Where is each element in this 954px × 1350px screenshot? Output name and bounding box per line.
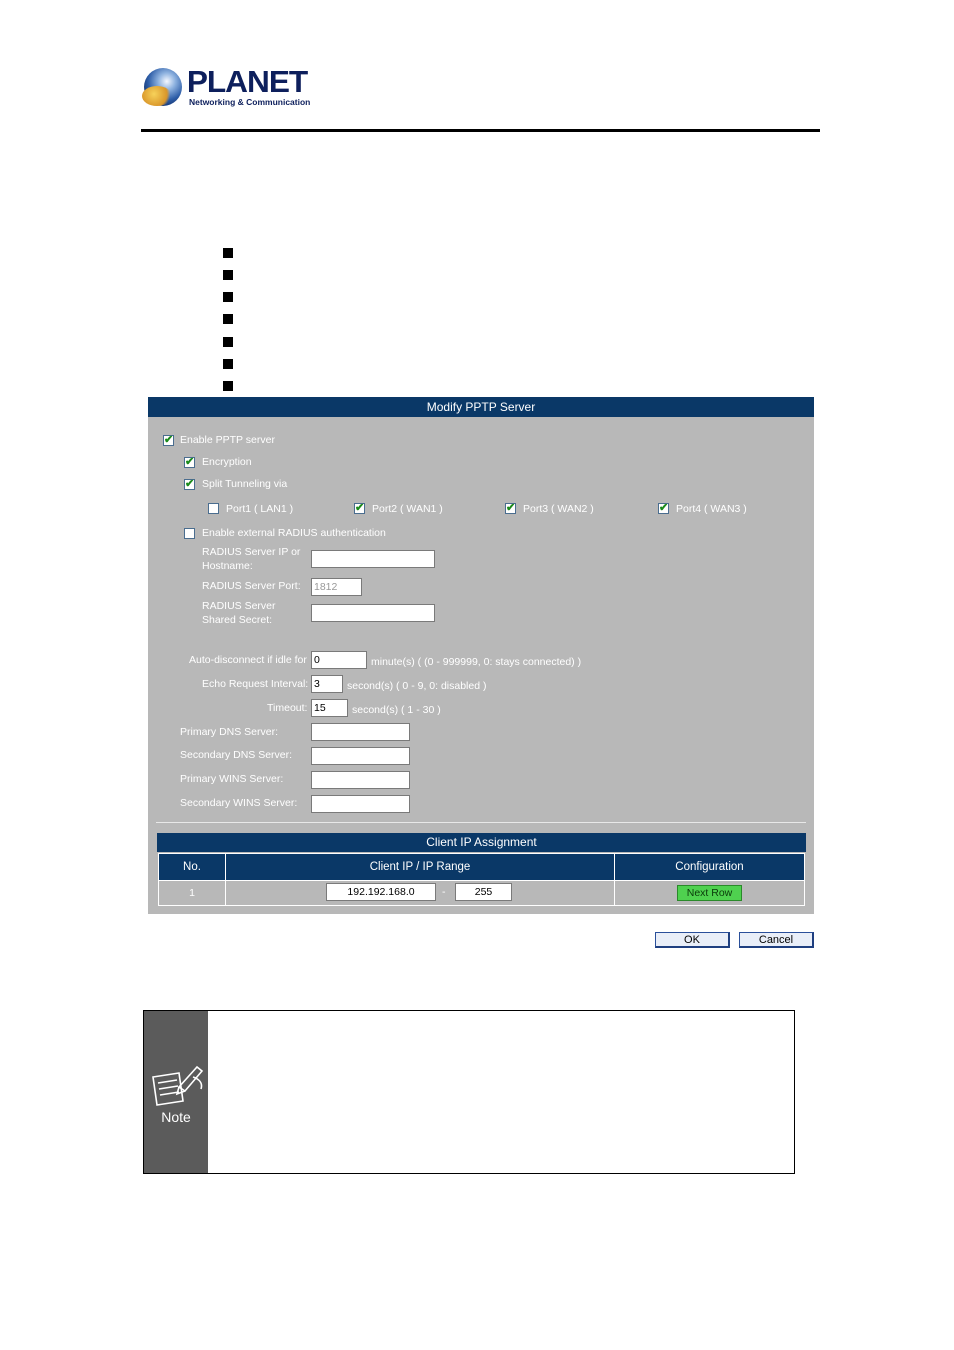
note-box — [143, 1010, 795, 1174]
ok-button[interactable]: OK — [655, 932, 730, 948]
logo-tagline: Networking & Communication — [189, 97, 311, 107]
port2-checkbox[interactable]: ✔ — [355, 502, 365, 514]
radius-secret-label: RADIUS Server — [202, 600, 276, 612]
bullet-icon — [223, 359, 233, 369]
split-tunneling-label: Split Tunneling via — [202, 478, 288, 490]
ip-start-input[interactable]: 192.192.168.0 — [326, 883, 436, 901]
port3-label: Port3 ( WAN2 ) — [523, 503, 594, 515]
port2-label: Port2 ( WAN1 ) — [372, 503, 443, 515]
planet-logo — [142, 66, 312, 112]
secondary-dns-input[interactable] — [311, 747, 410, 765]
encryption-label: Encryption — [202, 456, 252, 468]
port4-checkbox[interactable]: ✔ — [659, 502, 669, 514]
bullet-icon — [223, 337, 233, 347]
logo-brand: PLANET — [186, 64, 308, 99]
bullet-icon — [223, 270, 233, 280]
row-number: 1 — [159, 881, 226, 906]
ip-range-dash: - — [442, 886, 446, 898]
secondary-dns-label: Secondary DNS Server: — [180, 749, 293, 761]
encryption-checkbox[interactable]: ✔ — [185, 456, 195, 468]
panel-title: Modify PPTP Server — [148, 397, 814, 417]
echo-interval-input[interactable]: 3 — [311, 675, 343, 693]
primary-dns-input[interactable] — [311, 723, 410, 741]
port4-label: Port4 ( WAN3 ) — [676, 503, 747, 515]
timeout-input[interactable]: 15 — [311, 699, 348, 717]
ip-range-cell — [226, 881, 615, 906]
note-sidebar — [144, 1011, 208, 1173]
enable-pptp-label: Enable PPTP server — [180, 434, 275, 446]
radius-port-input[interactable]: 1812 — [311, 578, 362, 596]
auto-disconnect-input[interactable]: 0 — [311, 651, 367, 669]
modify-pptp-server-panel — [148, 397, 814, 914]
radius-server-ip-label: RADIUS Server IP or — [202, 546, 301, 558]
timeout-label: Timeout: — [267, 702, 308, 714]
radius-server-ip-label-2: Hostname: — [202, 560, 253, 572]
section-divider — [156, 822, 806, 823]
port1-checkbox[interactable] — [208, 503, 219, 514]
note-label: Note — [161, 1109, 191, 1125]
bullet-icon — [223, 314, 233, 324]
radius-server-ip-input[interactable] — [311, 550, 435, 568]
echo-interval-label: Echo Request Interval: — [202, 678, 309, 690]
auto-disconnect-label: Auto-disconnect if idle for — [189, 654, 307, 666]
table-header-row — [159, 854, 805, 881]
bullet-icon — [223, 292, 233, 302]
configuration-cell — [615, 881, 805, 906]
cancel-button[interactable]: Cancel — [739, 932, 814, 948]
column-header-ip-range: Client IP / IP Range — [226, 854, 615, 881]
bullet-icon — [223, 248, 233, 258]
primary-wins-input[interactable] — [311, 771, 410, 789]
globe-logo-icon — [144, 68, 182, 106]
next-row-button[interactable]: Next Row — [677, 885, 743, 901]
ip-end-input[interactable]: 255 — [455, 883, 512, 901]
note-pen-icon — [149, 1063, 205, 1107]
radius-secret-label-2: Shared Secret: — [202, 614, 273, 626]
secondary-wins-label: Secondary WINS Server: — [180, 797, 298, 809]
primary-dns-label: Primary DNS Server: — [180, 726, 279, 738]
radius-label: Enable external RADIUS authentication — [202, 527, 386, 539]
column-header-configuration: Configuration — [615, 854, 805, 881]
timeout-hint: second(s) ( 1 - 30 ) — [352, 704, 441, 716]
port3-checkbox[interactable]: ✔ — [506, 502, 516, 514]
table-row — [159, 881, 805, 906]
radius-checkbox[interactable] — [184, 528, 195, 539]
split-tunneling-checkbox[interactable]: ✔ — [185, 478, 195, 490]
auto-disconnect-hint: minute(s) ( (0 - 999999, 0: stays connected) ) — [371, 656, 582, 668]
primary-wins-label: Primary WINS Server: — [180, 773, 284, 785]
header-divider — [141, 129, 820, 132]
column-header-no: No. — [159, 854, 226, 881]
bullet-icon — [223, 381, 233, 391]
port1-label: Port1 ( LAN1 ) — [226, 503, 294, 515]
client-ip-table — [158, 853, 805, 906]
radius-secret-input[interactable] — [311, 604, 435, 622]
client-ip-title: Client IP Assignment — [157, 833, 806, 852]
secondary-wins-input[interactable] — [311, 795, 410, 813]
radius-port-label: RADIUS Server Port: — [202, 580, 301, 592]
echo-interval-hint: second(s) ( 0 - 9, 0: disabled ) — [347, 680, 487, 692]
enable-pptp-checkbox[interactable]: ✔ — [164, 434, 174, 446]
